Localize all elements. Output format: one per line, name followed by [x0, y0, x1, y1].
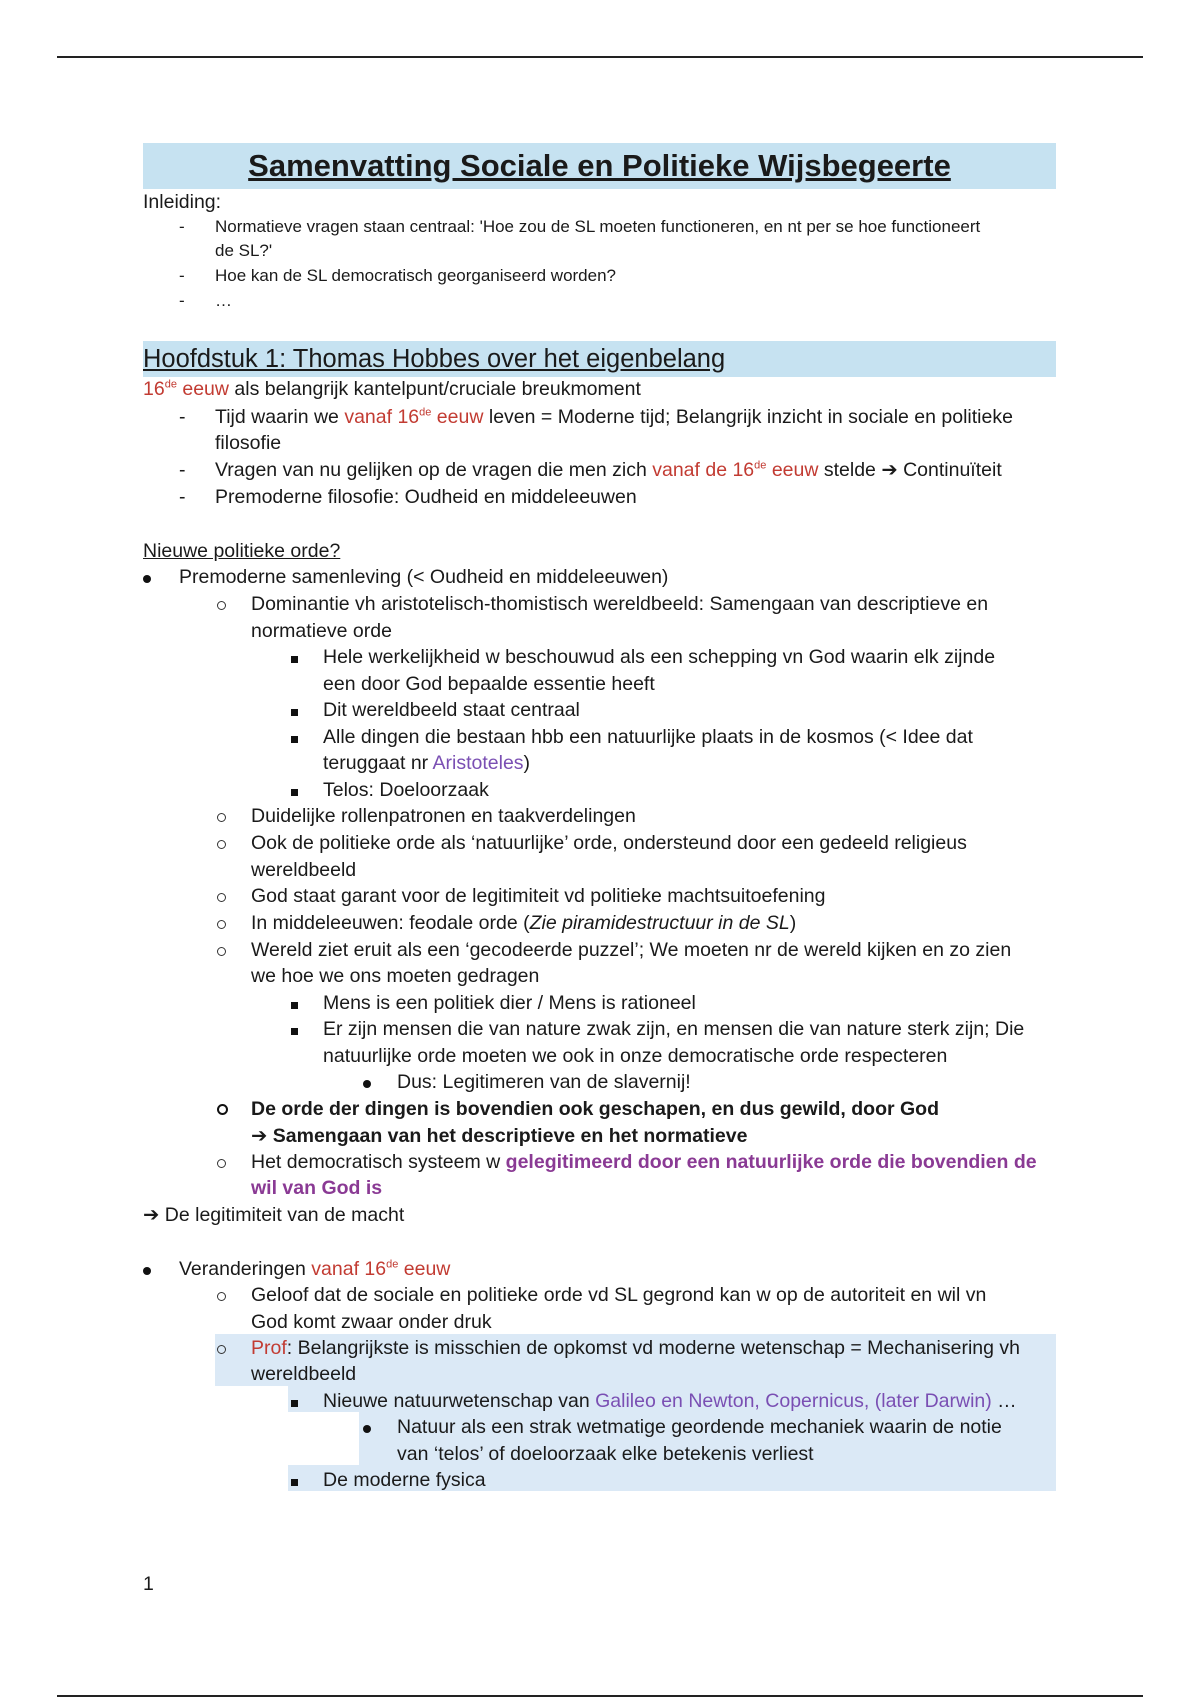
text: Veranderingen: [179, 1258, 312, 1280]
text: teruggaat nr: [323, 752, 433, 774]
text: De legitimiteit van de macht: [159, 1204, 405, 1226]
dash-bullet: -: [179, 486, 186, 508]
bullet-text: Dominantie vh aristotelisch-thomistisch wereldbeeld: Samengaan van descriptieve en: [251, 593, 989, 615]
purple-bold-text-cont: wil van God is: [251, 1177, 383, 1199]
sup: de: [386, 1258, 399, 1271]
circle-bullet: [217, 803, 226, 829]
dash-bullet: -: [179, 217, 185, 236]
bullet-text: Natuur als een strak wetmatige geordende mechaniek waarin de notie: [397, 1416, 1002, 1438]
circle-bullet: [217, 1282, 226, 1308]
purple-text: Aristoteles: [432, 752, 524, 774]
square-bullet: [291, 1388, 298, 1414]
page-number: 1: [143, 1573, 154, 1595]
intro-heading: Inleiding:: [143, 191, 222, 213]
bullet-text: [215, 457, 1002, 483]
bullet-text-cont: een door God bepaalde essentie heeft: [323, 673, 655, 695]
intro-item: Normatieve vragen staan centraal: 'Hoe zou de SL moeten functioneren, en nt per se hoe functioneert: [215, 217, 981, 236]
circle-bullet: [217, 1149, 226, 1175]
dash-bullet: -: [179, 406, 186, 428]
red-text: eeuw: [176, 378, 229, 400]
red-text: vanaf de 16: [652, 459, 755, 481]
square-bullet: [291, 1467, 298, 1493]
section-heading: Nieuwe politieke orde?: [143, 540, 341, 562]
text: als belangrijk kantelpunt/cruciale breukmoment: [229, 378, 641, 400]
bullet-text: Alle dingen die bestaan hbb een natuurlijke plaats in de kosmos (< Idee dat: [323, 726, 973, 748]
square-bullet: [291, 990, 298, 1016]
bullet-text: [215, 404, 1013, 430]
bullet-text-bold: De orde der dingen is bovendien ook geschapen, en dus gewild, door God: [251, 1098, 940, 1120]
text: Het democratisch systeem w: [251, 1151, 506, 1173]
bullet-text-cont: God komt zwaar onder druk: [251, 1311, 492, 1333]
bullet-text-cont: normatieve orde: [251, 620, 392, 642]
text: Samengaan van het descriptieve en het normatieve: [272, 1125, 748, 1147]
circle-bullet: [217, 591, 226, 617]
sup: de: [419, 406, 432, 419]
red-text: eeuw: [398, 1258, 451, 1280]
bullet-text: [251, 1335, 1020, 1361]
text: Continuïteit: [897, 459, 1002, 481]
bullet-dot: [143, 1256, 151, 1282]
text: Tijd waarin we: [215, 406, 345, 428]
red-text: vanaf 16: [311, 1258, 387, 1280]
text: Nieuwe natuurwetenschap van: [323, 1390, 596, 1412]
bullet-text: God staat garant voor de legitimiteit vd politieke machtsuitoefening: [251, 885, 826, 907]
bullet-text: Duidelijke rollenpatronen en taakverdelingen: [251, 805, 636, 827]
text: stelde: [818, 459, 882, 481]
bullet-text-cont: we hoe we ons moeten gedragen: [251, 965, 540, 987]
bullet-text-cont: van ‘telos’ of doeloorzaak elke betekenis verliest: [397, 1443, 814, 1465]
square-bullet: [291, 724, 298, 750]
circle-bullet: [217, 937, 226, 963]
bullet-text-cont: [323, 750, 530, 776]
footer-rule: [57, 1695, 1143, 1697]
bullet-text: Dit wereldbeeld staat centraal: [323, 699, 580, 721]
arrow-icon: ➔: [143, 1204, 160, 1226]
bullet-text: Hele werkelijkheid w beschouwud als een schepping vn God waarin elk zijnde: [323, 646, 996, 668]
bullet-text: Premoderne filosofie: Oudheid en middeleeuwen: [215, 486, 637, 508]
bullet-dot: [143, 564, 151, 590]
text: ): [789, 912, 797, 934]
bullet-text: Wereld ziet eruit als een ‘gecodeerde puzzel’; We moeten nr de wereld kijken en zo zien: [251, 939, 1012, 961]
bullet-dot: [363, 1414, 371, 1440]
chapter-heading: Hoofdstuk 1: Thomas Hobbes over het eigenbelang: [143, 345, 726, 373]
circle-bullet: [217, 830, 226, 856]
bullet-text: Dus: Legitimeren van de slavernij!: [397, 1071, 691, 1093]
bullet-text: Premoderne samenleving (< Oudheid en middeleeuwen): [179, 566, 669, 588]
bullet-text-cont: natuurlijke orde moeten we ook in onze democratische orde respecteren: [323, 1045, 948, 1067]
text: : Belangrijkste is misschien de opkomst vd moderne wetenschap = Mechanisering vh: [286, 1337, 1021, 1359]
bullet-text: Ook de politieke orde als ‘natuurlijke’ orde, ondersteund door een gedeeld religieus: [251, 832, 967, 854]
red-text: eeuw: [431, 406, 484, 428]
bullet-text-cont: wereldbeeld: [251, 859, 357, 881]
purple-bold-text: gelegitimeerd door een natuurlijke orde die bovendien de: [505, 1151, 1037, 1173]
arrow-icon: ➔: [881, 459, 898, 481]
dash-bullet: -: [179, 291, 185, 310]
square-bullet: [291, 1016, 298, 1042]
bullet-text-cont: wereldbeeld: [251, 1363, 357, 1385]
red-text: vanaf 16: [344, 406, 420, 428]
bullet-text-cont: filosofie: [215, 432, 282, 454]
sup: de: [164, 378, 177, 391]
red-text: eeuw: [766, 459, 819, 481]
italic-text: Zie piramidestructuur in de SL: [529, 912, 790, 934]
purple-text: Galileo en Newton, Copernicus, (later Darwin): [595, 1390, 992, 1412]
circle-bullet: [217, 1096, 228, 1122]
red-text: Prof: [251, 1337, 287, 1359]
text: Vragen van nu gelijken op de vragen die men zich: [215, 459, 653, 481]
intro-item-cont: de SL?': [215, 241, 273, 260]
text: In middeleeuwen: feodale orde (: [251, 912, 530, 934]
circle-bullet: [217, 910, 226, 936]
bullet-text: Mens is een politiek dier / Mens is rationeel: [323, 992, 696, 1014]
square-bullet: [291, 777, 298, 803]
square-bullet: [291, 644, 298, 670]
sup: de: [754, 459, 767, 472]
bullet-text: [251, 910, 796, 936]
bullet-dot: [363, 1069, 371, 1095]
circle-bullet: [217, 1335, 226, 1361]
bullet-text: [323, 1388, 1017, 1414]
circle-bullet: [217, 883, 226, 909]
document-title: Samenvatting Sociale en Politieke Wijsbegeerte: [248, 148, 951, 183]
chapter-intro: [143, 376, 641, 402]
conclusion-line: [143, 1202, 404, 1228]
bullet-text: [251, 1149, 1037, 1175]
bullet-text: Er zijn mensen die van nature zwak zijn, en mensen die van nature sterk zijn; Die: [323, 1018, 1025, 1040]
bullet-text: [179, 1256, 450, 1282]
intro-item: Hoe kan de SL democratisch georganiseerd worden?: [215, 266, 617, 285]
square-bullet: [291, 697, 298, 723]
header-rule: [57, 56, 1143, 58]
arrow-icon: ➔: [251, 1125, 268, 1147]
dash-bullet: -: [179, 266, 185, 285]
red-text: 16: [143, 378, 165, 400]
intro-item: …: [215, 291, 232, 310]
text: ): [523, 752, 531, 774]
bullet-text: De moderne fysica: [323, 1469, 486, 1491]
text: …: [991, 1390, 1017, 1412]
bullet-text: Telos: Doeloorzaak: [323, 779, 489, 801]
text: leven = Moderne tijd; Belangrijk inzicht in sociale en politieke: [483, 406, 1013, 428]
bullet-text-bold-cont: [251, 1123, 747, 1149]
dash-bullet: -: [179, 459, 186, 481]
bullet-text: Geloof dat de sociale en politieke orde vd SL gegrond kan w op de autoriteit en wil vn: [251, 1284, 987, 1306]
